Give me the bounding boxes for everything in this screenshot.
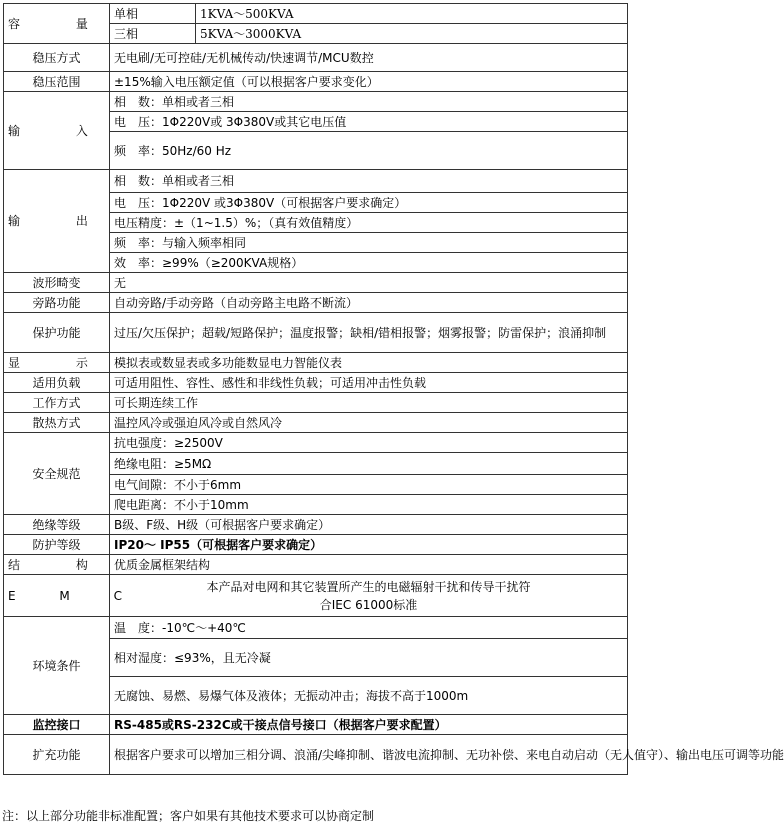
spec-table: [3, 3, 784, 775]
regulation-range-label: 稳压范围: [4, 72, 110, 92]
capacity-three-value: 5KVA～3000KVA: [196, 24, 628, 44]
capacity-three-label: 三相: [110, 24, 196, 44]
table-row: [4, 535, 628, 555]
output-precision: 电压精度：±（1~1.5）%；（真有效值精度）: [110, 213, 628, 233]
protection-value: 过压/欠压保护；超载/短路保护；温度报警；缺相/错相报警；烟雾报警；防雷保护；浪涌抑制: [110, 313, 628, 353]
environment-temperature: 温 度：-10℃～+40℃: [110, 617, 628, 639]
input-voltage: 电 压：1Φ220V或 3Φ380V或其它电压值: [110, 112, 628, 132]
output-phase: 相 数：单相或者三相: [110, 170, 628, 193]
table-row: [4, 313, 628, 353]
table-row: [4, 293, 628, 313]
ip-class-value: IP20～ IP55（可根据客户要求确定）: [110, 535, 628, 555]
load-value: 可适用阻性、容性、感性和非线性负载；可适用冲击性负载: [110, 373, 628, 393]
waveform-value: 无: [110, 273, 628, 293]
table-row: [4, 72, 628, 92]
structure-value: 优质金属框架结构: [110, 555, 628, 575]
capacity-label: 容 量: [4, 4, 110, 44]
cooling-label: 散热方式: [4, 413, 110, 433]
insulation-class-label: 绝缘等级: [4, 515, 110, 535]
table-row: [4, 617, 628, 639]
safety-creepage: 爬电距离：不小于10mm: [110, 495, 628, 515]
work-mode-value: 可长期连续工作: [110, 393, 628, 413]
safety-insulation: 绝缘电阻：≥5MΩ: [110, 453, 628, 475]
table-row: [4, 433, 628, 453]
capacity-single-value: 1KVA～500KVA: [196, 4, 628, 24]
bypass-label: 旁路功能: [4, 293, 110, 313]
table-row: [4, 555, 628, 575]
output-frequency: 频 率：与输入频率相同: [110, 233, 628, 253]
bypass-value: 自动旁路/手动旁路（自动旁路主电路不断流）: [110, 293, 628, 313]
table-row: [4, 575, 628, 617]
table-row: [4, 413, 628, 433]
expansion-value: 根据客户要求可以增加三相分调、浪涌/尖峰抑制、谐波电流抑制、无功补偿、来电自动启动（无人值守）、输出电压可调等功能: [110, 735, 628, 775]
table-row: [4, 735, 628, 775]
table-row: [4, 273, 628, 293]
input-phase: 相 数：单相或者三相: [110, 92, 628, 112]
capacity-single-label: 单相: [110, 4, 196, 24]
table-row: [4, 170, 628, 193]
table-row: [4, 393, 628, 413]
environment-other: 无腐蚀、易燃、易爆气体及液体；无振动冲击；海拔不高于1000m: [110, 677, 628, 715]
expansion-label: 扩充功能: [4, 735, 110, 775]
protection-label: 保护功能: [4, 313, 110, 353]
input-frequency: 频 率：50Hz/60 Hz: [110, 132, 628, 170]
structure-label: 结 构: [4, 555, 110, 575]
work-mode-label: 工作方式: [4, 393, 110, 413]
regulation-method-value: 无电刷/无可控硅/无机械传动/快速调节/MCU数控: [110, 44, 628, 72]
safety-clearance: 电气间隙：不小于6mm: [110, 475, 628, 495]
insulation-class-value: B级、F级、H级（可根据客户要求确定）: [110, 515, 628, 535]
environment-humidity: 相对湿度：≤93%，且无冷凝: [110, 639, 628, 677]
input-label: 输 入: [4, 92, 110, 170]
table-row: [4, 373, 628, 393]
safety-label: 安全规范: [4, 433, 110, 515]
emc-line-2: 合IEC 61000标准: [319, 597, 418, 612]
footnote: 注：以上部分功能非标准配置；客户如果有其他技术要求可以协商定制: [2, 809, 375, 823]
monitor-label: 监控接口: [4, 715, 110, 735]
emc-value: [110, 575, 628, 617]
table-row: [4, 715, 628, 735]
display-value: 模拟表或数显表或多功能数显电力智能仪表: [110, 353, 628, 373]
ip-class-label: 防护等级: [4, 535, 110, 555]
table-row: [4, 44, 628, 72]
table-row: [4, 353, 628, 373]
table-row: [4, 515, 628, 535]
display-label: 显 示: [4, 353, 110, 373]
monitor-value: RS-485或RS-232C或干接点信号接口（根据客户要求配置）: [110, 715, 628, 735]
emc-line-1: 本产品对电网和其它装置所产生的电磁辐射干扰和传导干扰符: [206, 579, 531, 594]
output-efficiency: 效 率：≥99%（≥200KVA规格）: [110, 253, 628, 273]
table-row: [4, 92, 628, 112]
regulation-range-value: ±15%输入电压额定值（可以根据客户要求变化）: [110, 72, 628, 92]
environment-label: 环境条件: [4, 617, 110, 715]
output-label: 输 出: [4, 170, 110, 273]
regulation-method-label: 稳压方式: [4, 44, 110, 72]
emc-label: E M C: [4, 575, 110, 617]
cooling-value: 温控风冷或强迫风冷或自然风冷: [110, 413, 628, 433]
safety-dielectric: 抗电强度：≥2500V: [110, 433, 628, 453]
waveform-label: 波形畸变: [4, 273, 110, 293]
load-label: 适用负载: [4, 373, 110, 393]
table-row: [4, 4, 628, 24]
output-voltage: 电 压：1Φ220V 或3Φ380V（可根据客户要求确定）: [110, 193, 628, 213]
